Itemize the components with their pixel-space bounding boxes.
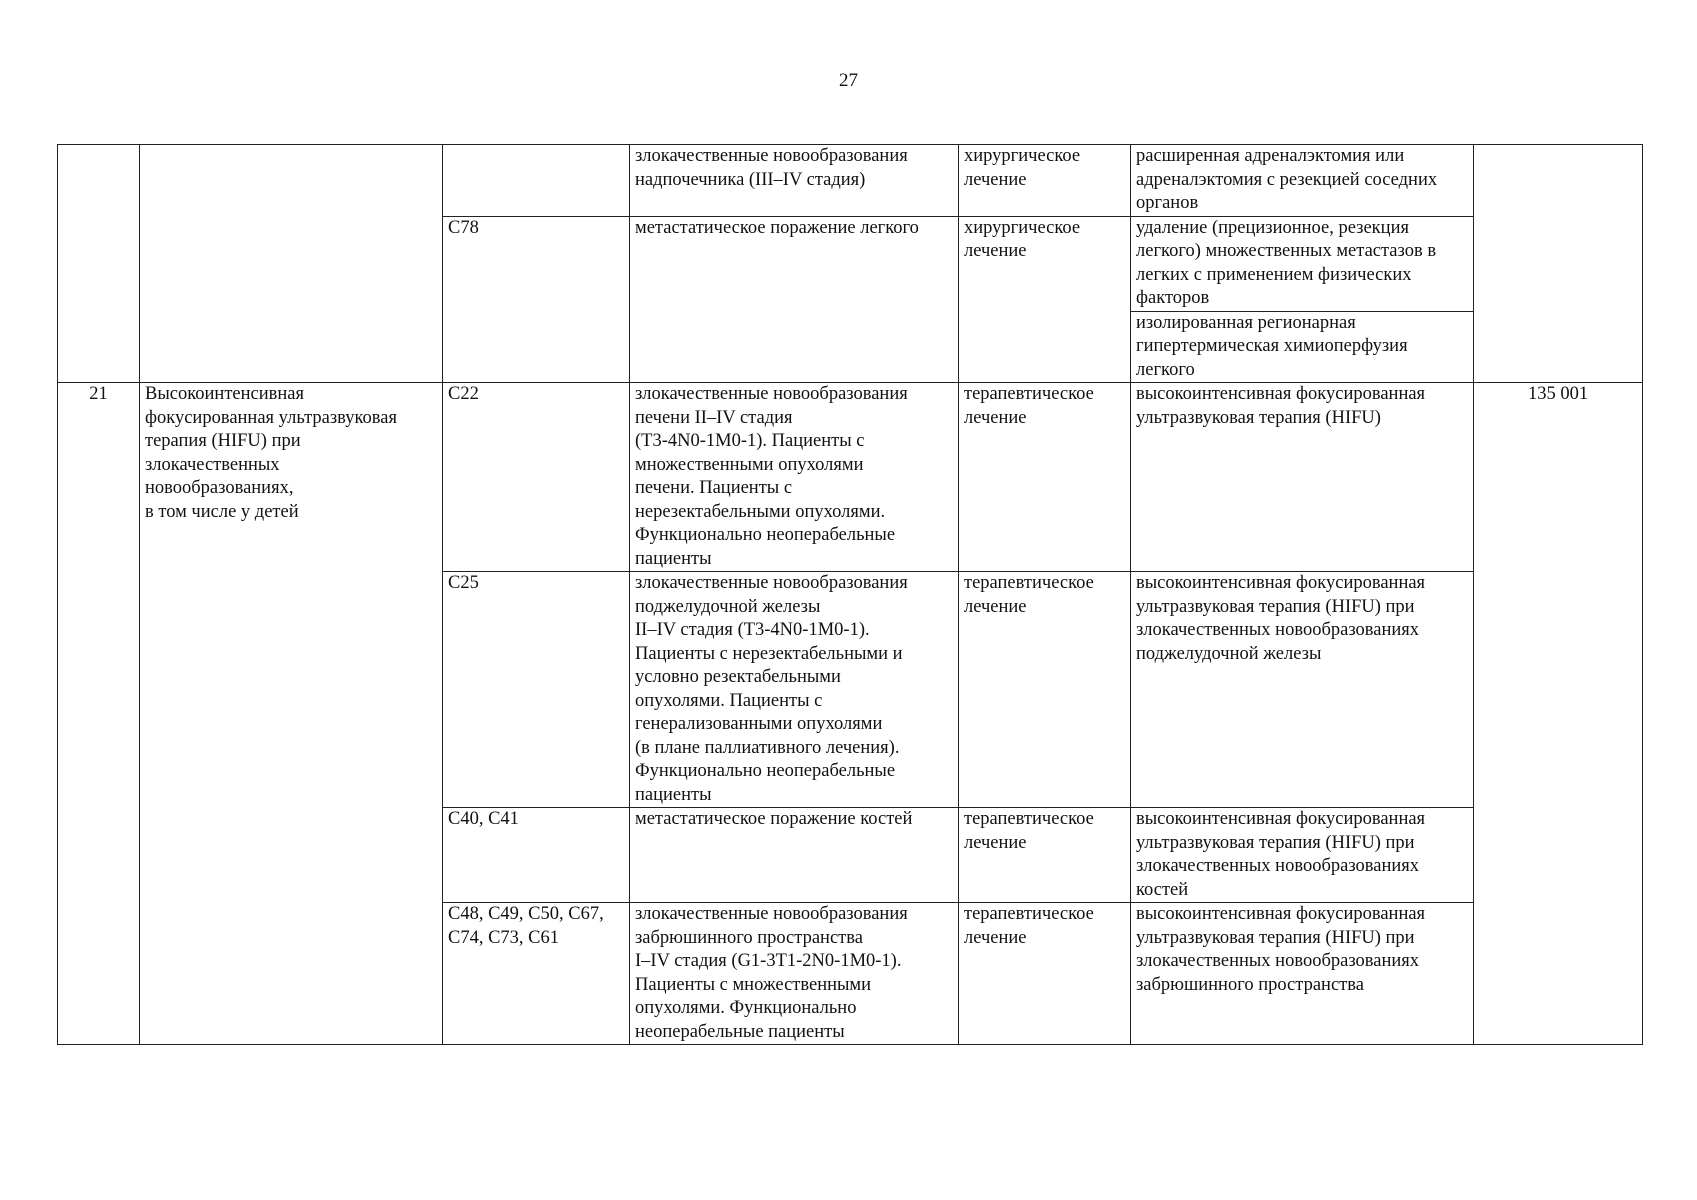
icd-code-cell (443, 145, 630, 217)
price-cell: 135 001 (1474, 383, 1643, 1045)
disease-cell: метастатическое поражение легкого (630, 216, 959, 383)
disease-cell: злокачественные новообразования поджелудочной железы II–IV стадия (T3-4N0-1M0-1). Пациенты с нерезектабельными и условно резектабельными опухолями. Пациенты с генерализованными опухолями (в плане паллиативного лечения). Функционально неоперабельные пациенты (630, 572, 959, 808)
table-row (58, 383, 1643, 572)
icd-code-cell: C48, C49, C50, C67, C74, C73, C61 (443, 903, 630, 1045)
method-cell: удаление (прецизионное, резекция легкого) множественных метастазов в легких с применением физических факторов (1131, 216, 1474, 311)
method-cell: высокоинтенсивная фокусированная ультразвуковая терапия (HIFU) (1131, 383, 1474, 572)
treatment-type-cell: хирургическое лечение (959, 216, 1131, 383)
disease-cell: метастатическое поражение костей (630, 808, 959, 903)
treatment-type-cell: терапевтическое лечение (959, 808, 1131, 903)
treatment-type-cell: терапевтическое лечение (959, 383, 1131, 572)
icd-code-cell: C78 (443, 216, 630, 383)
number-cell-continued (58, 145, 140, 383)
method-cell: высокоинтенсивная фокусированная ультразвуковая терапия (HIFU) при злокачественных новообразованиях забрюшинного пространства (1131, 903, 1474, 1045)
price-cell-continued (1474, 145, 1643, 383)
name-cell-continued (140, 145, 443, 383)
item-name-cell: Высокоинтенсивная фокусированная ультразвуковая терапия (HIFU) при злокачественных новообразованиях, в том числе у детей (140, 383, 443, 1045)
page-number: 27 (839, 70, 858, 91)
icd-code-cell: C40, C41 (443, 808, 630, 903)
disease-cell: злокачественные новообразования забрюшинного пространства I–IV стадия (G1-3T1-2N0-1M0-1). Пациенты с множественными опухолями. Функционально неоперабельные пациенты (630, 903, 959, 1045)
disease-cell: злокачественные новообразования печени II–IV стадия (T3-4N0-1M0-1). Пациенты с множественными опухолями печени. Пациенты с нерезектабельными опухолями. Функционально неоперабельные пациенты (630, 383, 959, 572)
icd-code-cell: C25 (443, 572, 630, 808)
table-row (58, 145, 1643, 217)
method-cell: изолированная регионарная гипертермическая химиоперфузия легкого (1131, 311, 1474, 383)
item-number-cell: 21 (58, 383, 140, 1045)
method-cell: высокоинтенсивная фокусированная ультразвуковая терапия (HIFU) при злокачественных новообразованиях поджелудочной железы (1131, 572, 1474, 808)
treatment-type-cell: хирургическое лечение (959, 145, 1131, 217)
treatment-type-cell: терапевтическое лечение (959, 903, 1131, 1045)
treatment-type-cell: терапевтическое лечение (959, 572, 1131, 808)
icd-code-cell: C22 (443, 383, 630, 572)
method-cell: высокоинтенсивная фокусированная ультразвуковая терапия (HIFU) при злокачественных новообразованиях костей (1131, 808, 1474, 903)
procedures-table (57, 144, 1643, 1045)
disease-cell: злокачественные новообразования надпочечника (III–IV стадия) (630, 145, 959, 217)
method-cell: расширенная адреналэктомия или адреналэктомия с резекцией соседних органов (1131, 145, 1474, 217)
